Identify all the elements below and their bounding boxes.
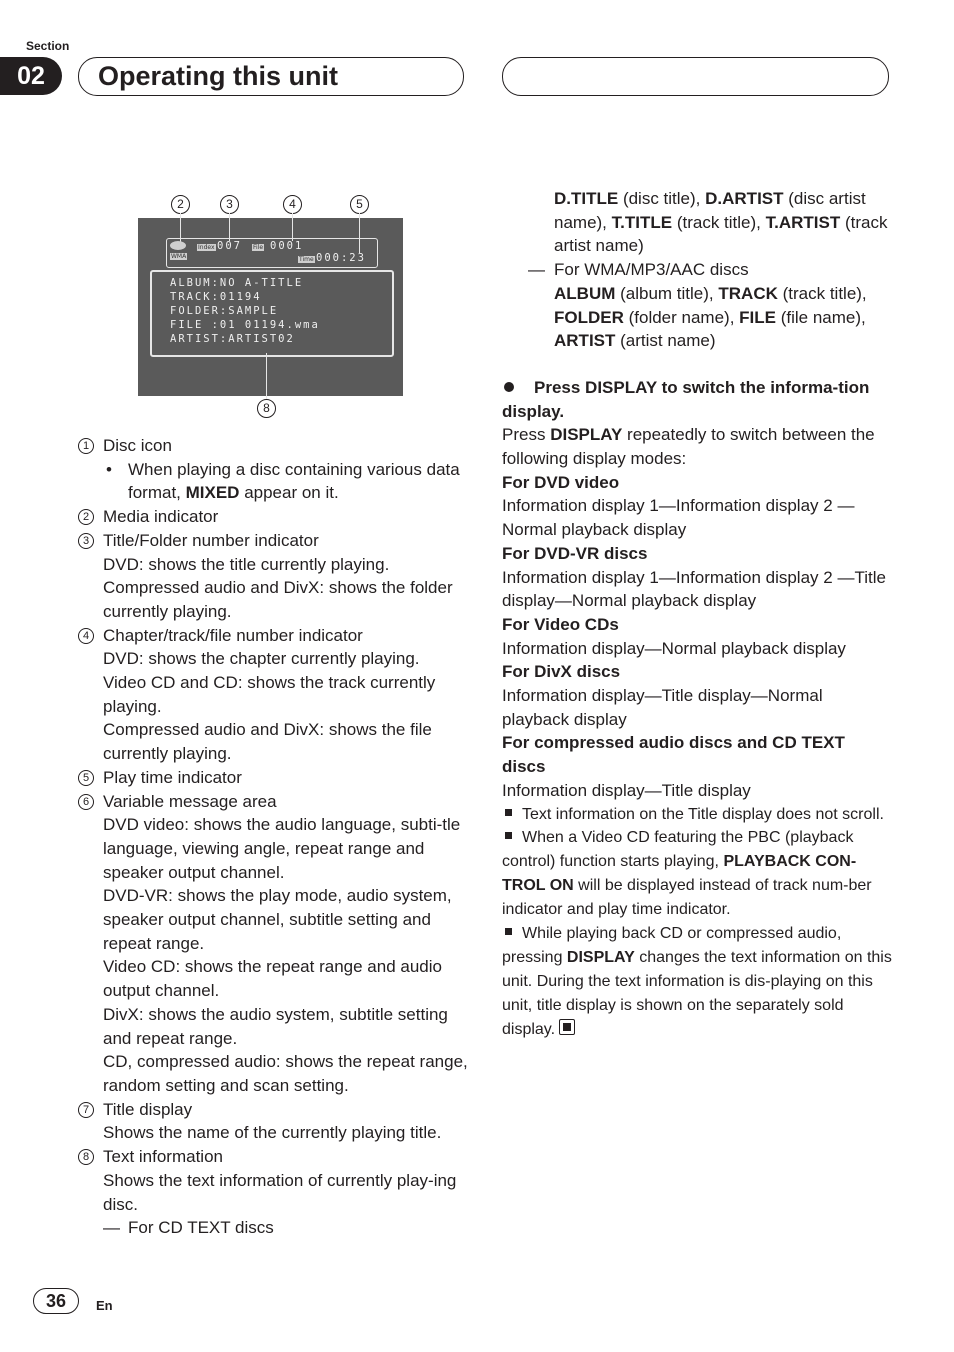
page-title: Operating this unit [98, 61, 338, 91]
index-label: Index [198, 244, 215, 251]
item-description: DVD video: shows the audio language, subti-tle language, viewing angle, repeat range and speaker output channel. [103, 815, 461, 882]
item-description: Compressed audio and DivX: shows the file currently playing. [103, 720, 432, 764]
file-value: 0001 [270, 240, 304, 252]
note-square-icon [505, 928, 512, 935]
legend-item [78, 529, 468, 553]
note-square-icon [505, 809, 512, 816]
bullet-icon: • [106, 459, 112, 479]
file-label: File [253, 244, 264, 251]
item-description: Compressed audio and DivX: shows the folder currently playing. [103, 578, 453, 621]
note: Text information on the Title display does not scroll. [502, 803, 892, 827]
item-description: Video CD and CD: shows the track currently playing. [103, 673, 436, 716]
callout-5: 5 [350, 195, 369, 214]
item-title: Text information [103, 1147, 223, 1167]
dash-item: — For CD TEXT discs [103, 1218, 274, 1238]
disc-icon [170, 241, 186, 250]
leader-line [292, 213, 293, 241]
callout-4: 4 [283, 195, 302, 214]
item-description: DVD-VR: shows the play mode, audio system, speaker output channel, subtitle setting and repeat range. [103, 886, 452, 953]
callout-8: 8 [257, 399, 276, 418]
legend-item [78, 766, 468, 790]
note: While playing back CD or compressed audio, pressing DISPLAY changes the text information on this unit. During the text information is dis-playing on this unit, title display is shown on the separately sold display. [502, 924, 892, 1038]
legend-item [78, 1145, 468, 1169]
wma-fields: ALBUM (album title), TRACK (track title), FOLDER (folder name), FILE (file name), ARTIST (artist name) [554, 283, 867, 351]
bullet-icon [504, 382, 514, 392]
time-value: 000:23 [316, 252, 366, 264]
instruction-step: Press DISPLAY to switch the informa-tion display. [502, 377, 870, 421]
item-title: Variable message area [103, 791, 277, 811]
mode-heading: For DVD-VR discs [502, 543, 648, 563]
legend-item [78, 1098, 468, 1122]
section-label: Section [26, 39, 70, 53]
index-value: 007 [217, 240, 242, 252]
leader-line [266, 353, 267, 399]
note: When a Video CD featuring the PBC (playback control) function starts playing, PLAYBACK CON-TROL ON will be displayed instead of track num-ber indicator and play time indicator. [502, 828, 872, 918]
mode-heading: For DivX discs [502, 662, 621, 682]
item-number: 8 [78, 1149, 94, 1165]
screen-line: TRACK:01194 [170, 291, 262, 303]
item-title: Title/Folder number indicator [103, 530, 319, 550]
item-description: DVD: shows the title currently playing. [103, 554, 390, 574]
screen-line: FILE :01 01194.wma [170, 319, 320, 331]
bullet-text: • When playing a disc containing various data format, MIXED appear on it. [106, 459, 460, 503]
item-description: Shows the name of the currently playing title. [103, 1123, 442, 1143]
mode-sequence: Information display—Normal playback display [502, 638, 846, 658]
language-code: En [96, 1298, 113, 1313]
item-number: 4 [78, 628, 94, 644]
item-title: Play time indicator [103, 767, 242, 787]
legend-item [78, 505, 468, 529]
callout-2: 2 [171, 195, 190, 214]
dash-item: — For WMA/MP3/AAC discs [528, 260, 749, 280]
item-number: 2 [78, 509, 94, 525]
item-description: Video CD: shows the repeat range and audio output channel. [103, 957, 442, 1001]
page-number: 36 [33, 1288, 79, 1314]
item-number: 1 [78, 438, 94, 454]
mode-heading: For compressed audio discs and CD TEXT discs [502, 733, 845, 777]
item-title: Disc icon [103, 436, 172, 455]
mode-heading: For Video CDs [502, 614, 619, 634]
legend-item [78, 790, 468, 814]
item-title: Title display [103, 1099, 193, 1119]
mode-sequence: Information display 1—Information display 2 —Normal playback display [502, 496, 855, 540]
instruction-body: Press DISPLAY repeatedly to switch between the following display modes: [502, 425, 875, 469]
section-number: 02 [0, 57, 62, 95]
item-title: Chapter/track/file number indicator [103, 625, 363, 645]
left-column [78, 434, 468, 1240]
item-description: CD, compressed audio: shows the repeat range, random setting and scan setting. [103, 1052, 468, 1095]
screen-line: ARTIST:ARTIST02 [170, 333, 295, 345]
media-indicator: WMA [171, 253, 187, 260]
empty-title-frame [502, 57, 889, 96]
item-number: 5 [78, 770, 94, 786]
item-description: DivX: shows the audio system, subtitle setting and repeat range. [103, 1004, 448, 1048]
screen-line: FOLDER:SAMPLE [170, 305, 279, 317]
end-mark-icon [559, 1019, 575, 1035]
mode-sequence: Information display—Title display—Normal playback display [502, 686, 823, 729]
legend-item [78, 624, 468, 648]
leader-line [229, 213, 230, 241]
item-title: Media indicator [103, 507, 219, 527]
screen-line: ALBUM:NO A-TITLE [170, 277, 304, 289]
mode-sequence: Information display 1—Information display 2 —Title display—Normal playback display [502, 567, 886, 611]
note-square-icon [505, 832, 512, 839]
legend-item [78, 434, 468, 458]
cd-text-fields: D.TITLE (disc title), D.ARTIST (disc artist name), T.TITLE (track title), T.ARTIST (track artist name) [554, 189, 888, 256]
item-number: 3 [78, 533, 94, 549]
callout-3: 3 [220, 195, 239, 214]
item-description: Shows the text information of currently play-ing disc. [103, 1170, 457, 1214]
mode-heading: For DVD video [502, 472, 620, 492]
time-label: Time [299, 256, 314, 263]
item-description: DVD: shows the chapter currently playing. [103, 649, 420, 669]
item-number: 7 [78, 1102, 94, 1118]
item-number: 6 [78, 794, 94, 810]
right-column [502, 187, 892, 1042]
mode-sequence: Information display—Title display [502, 780, 751, 800]
